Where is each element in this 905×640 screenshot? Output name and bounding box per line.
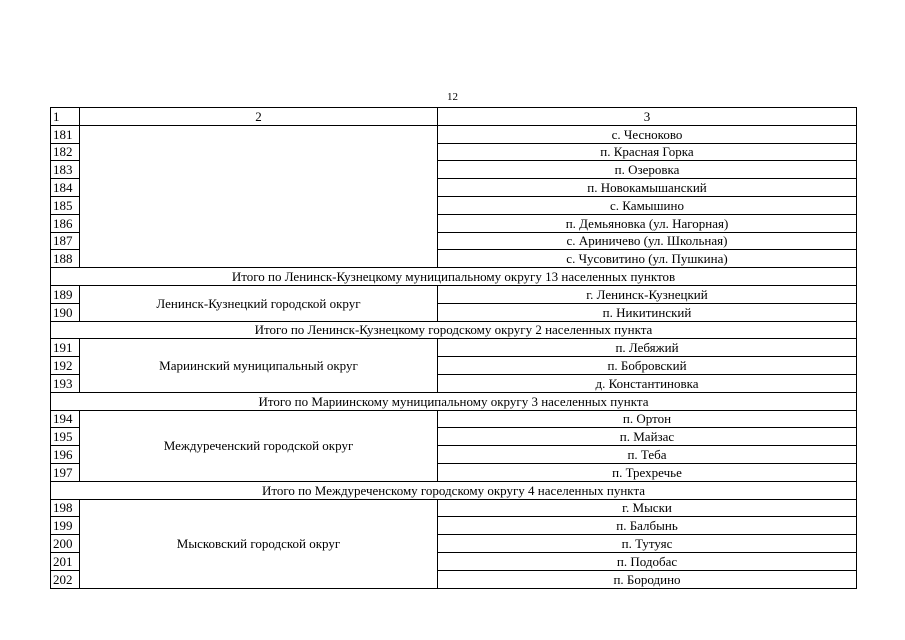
- settlement-cell: п. Тутуяс: [438, 535, 857, 553]
- settlement-cell: с. Чесноково: [438, 125, 857, 143]
- settlement-cell: п. Балбынь: [438, 517, 857, 535]
- table-row: [51, 339, 857, 357]
- settlement-cell: г. Мыски: [438, 499, 857, 517]
- row-number: 187: [51, 232, 80, 250]
- row-number: 184: [51, 179, 80, 197]
- settlement-cell: п. Подобас: [438, 552, 857, 570]
- row-number: 194: [51, 410, 80, 428]
- row-number: 192: [51, 357, 80, 375]
- district-cell: [80, 125, 438, 267]
- settlement-cell: с. Камышино: [438, 196, 857, 214]
- summary-row: [51, 392, 857, 410]
- row-number: 181: [51, 125, 80, 143]
- row-number: 193: [51, 374, 80, 392]
- summary-cell: Итого по Мариинскому муниципальному округу 3 населенных пункта: [51, 392, 857, 410]
- row-number: 200: [51, 535, 80, 553]
- page-number: 12: [447, 91, 458, 103]
- summary-cell: Итого по Ленинск-Кузнецкому муниципальному округу 13 населенных пунктов: [51, 268, 857, 286]
- row-number: 183: [51, 161, 80, 179]
- summary-row: [51, 268, 857, 286]
- table-row: [51, 125, 857, 143]
- row-number: 202: [51, 570, 80, 588]
- settlement-cell: с. Чусовитино (ул. Пушкина): [438, 250, 857, 268]
- row-number: 199: [51, 517, 80, 535]
- settlement-cell: п. Демьяновка (ул. Нагорная): [438, 214, 857, 232]
- settlement-cell: п. Майзас: [438, 428, 857, 446]
- column-header-1: 1: [51, 108, 80, 126]
- row-number: 190: [51, 303, 80, 321]
- settlement-cell: с. Ариничево (ул. Школьная): [438, 232, 857, 250]
- settlement-cell: п. Трехречье: [438, 463, 857, 481]
- row-number: 201: [51, 552, 80, 570]
- summary-row: [51, 321, 857, 339]
- row-number: 188: [51, 250, 80, 268]
- settlement-cell: п. Озеровка: [438, 161, 857, 179]
- row-number: 195: [51, 428, 80, 446]
- district-cell: Ленинск-Кузнецкий городской округ: [80, 285, 438, 321]
- settlement-cell: п. Бородино: [438, 570, 857, 588]
- settlements-table: [50, 107, 857, 589]
- settlement-cell: п. Новокамышанский: [438, 179, 857, 197]
- row-number: 185: [51, 196, 80, 214]
- district-cell: Мариинский муниципальный округ: [80, 339, 438, 392]
- row-number: 198: [51, 499, 80, 517]
- table-row: [51, 410, 857, 428]
- table-row: [51, 499, 857, 517]
- row-number: 186: [51, 214, 80, 232]
- settlement-cell: п. Теба: [438, 446, 857, 464]
- summary-cell: Итого по Ленинск-Кузнецкому городскому округу 2 населенных пункта: [51, 321, 857, 339]
- row-number: 189: [51, 285, 80, 303]
- settlement-cell: г. Ленинск-Кузнецкий: [438, 285, 857, 303]
- table-header-row: [51, 108, 857, 126]
- row-number: 182: [51, 143, 80, 161]
- column-header-3: 3: [438, 108, 857, 126]
- settlement-cell: п. Красная Горка: [438, 143, 857, 161]
- row-number: 191: [51, 339, 80, 357]
- settlement-cell: п. Бобровский: [438, 357, 857, 375]
- settlement-cell: п. Никитинский: [438, 303, 857, 321]
- table-row: [51, 285, 857, 303]
- column-header-2: 2: [80, 108, 438, 126]
- settlement-cell: п. Ортон: [438, 410, 857, 428]
- summary-row: [51, 481, 857, 499]
- row-number: 197: [51, 463, 80, 481]
- row-number: 196: [51, 446, 80, 464]
- summary-cell: Итого по Междуреченскому городскому округу 4 населенных пункта: [51, 481, 857, 499]
- district-cell: Мысковский городской округ: [80, 499, 438, 588]
- settlement-cell: д. Константиновка: [438, 374, 857, 392]
- settlement-cell: п. Лебяжий: [438, 339, 857, 357]
- district-cell: Междуреченский городской округ: [80, 410, 438, 481]
